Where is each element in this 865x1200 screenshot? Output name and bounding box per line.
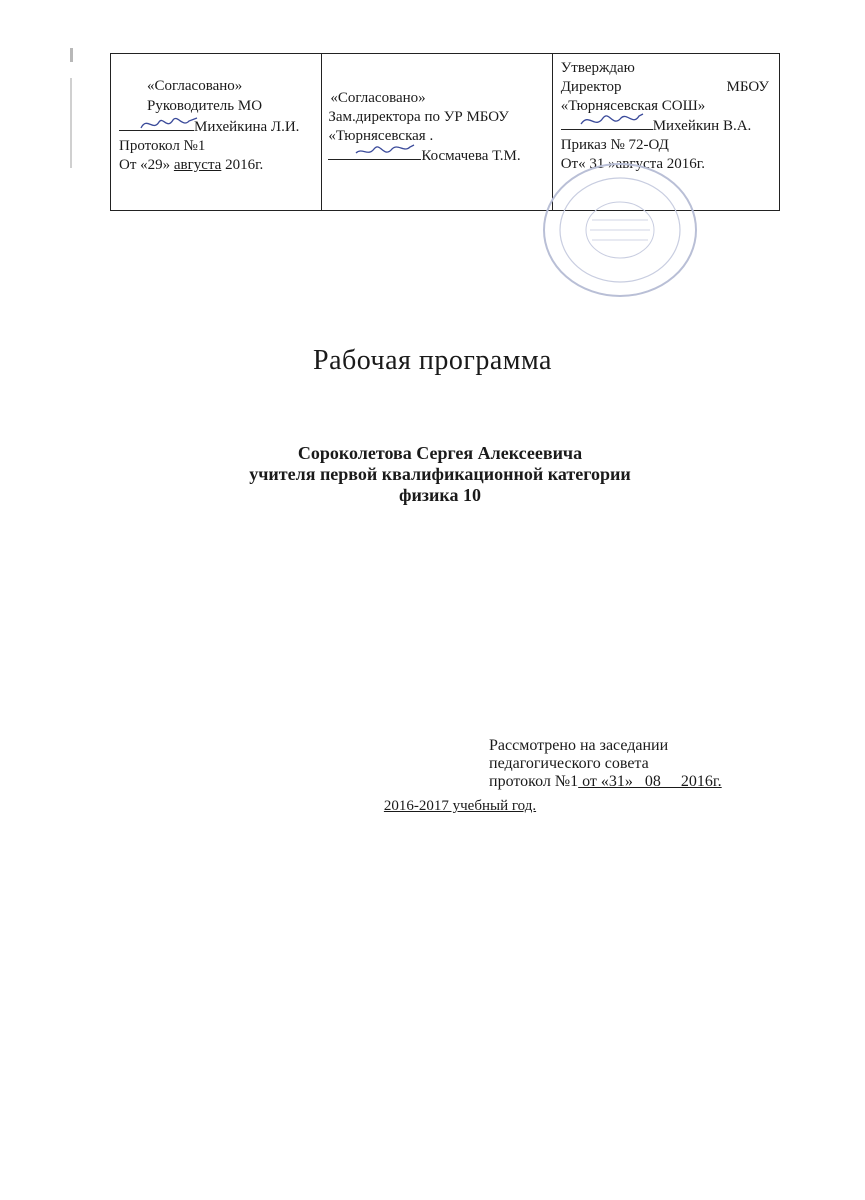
approval-heading: Утверждаю (560, 60, 635, 76)
approval-signer: Космачева Т.М. (421, 148, 521, 164)
approval-role: Директор (560, 79, 622, 95)
signature-scribble (579, 108, 645, 132)
teacher-name: Сороколетова Сергея Алексеевича (297, 443, 583, 463)
teacher-block (170, 443, 710, 506)
council-approval (489, 737, 722, 791)
scan-mark (70, 78, 72, 168)
signature-scribble (354, 139, 416, 161)
approval-date-month: августа (173, 157, 222, 173)
approval-heading: «Согласовано» (330, 90, 426, 106)
scan-mark (70, 48, 73, 62)
approval-protocol: Протокол №1 (119, 138, 206, 154)
council-line-3 (489, 773, 722, 791)
council-line-1: Рассмотрено на заседании (489, 737, 669, 754)
approval-cell-deputy (321, 54, 551, 210)
academic-year: 2016-2017 учебный год. (383, 798, 537, 814)
approval-signer: Михейкина Л.И. (194, 119, 300, 135)
official-stamp (540, 160, 700, 300)
approval-date (119, 157, 263, 174)
approval-signer: Михейкин В.А. (652, 118, 752, 134)
approval-org-abbr: МБОУ (726, 79, 770, 95)
approval-role: Руководитель МО (147, 98, 263, 114)
council-protocol-date: от «31» 08 2016г. (578, 773, 722, 790)
approval-cell-mo (111, 54, 321, 210)
approval-role: Зам.директора по УР МБОУ (328, 109, 509, 125)
approval-org: «Тюрнясевская СОШ» (560, 98, 706, 114)
approval-order: Приказ № 72-ОД (560, 137, 669, 153)
approval-date: От« 31 »августа 2016г. (560, 156, 705, 172)
subject: физика 10 (398, 485, 482, 505)
signature-scribble (139, 112, 199, 134)
council-line-2: педагогического совета (489, 755, 649, 772)
approval-heading: «Согласовано» (147, 78, 243, 94)
council-protocol: протокол №1 (489, 773, 579, 790)
approval-org: «Тюрнясевская . (328, 128, 434, 144)
approval-date-suffix: 2016г. (225, 157, 264, 173)
teacher-qualification: учителя первой квалификационной категории (249, 464, 631, 484)
approval-date-prefix: От «29» (119, 157, 171, 173)
document-title: Рабочая программа (313, 345, 552, 376)
